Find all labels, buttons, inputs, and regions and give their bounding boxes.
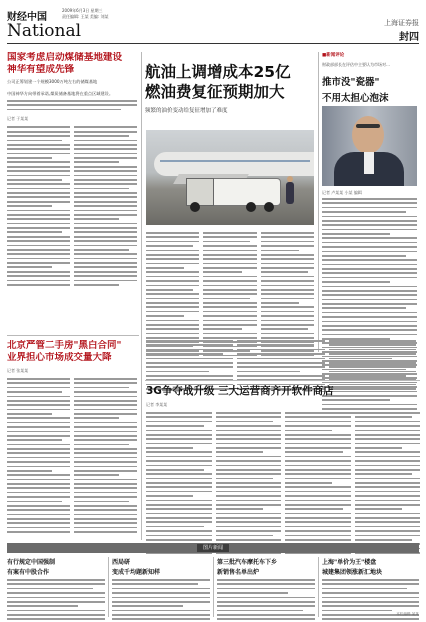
bottom-article-3 bbox=[217, 557, 315, 617]
lead-article bbox=[7, 52, 137, 317]
sidebar-headline-2: 不用太担心泡沫 bbox=[322, 93, 389, 104]
center-continuation bbox=[146, 340, 416, 390]
lead-headline-2: 神华有望成先锋 bbox=[7, 64, 75, 75]
bottom-3-headline-1: 第三批汽车摩托车下乡 bbox=[217, 559, 278, 566]
bottom-2-headline-1: 西局研 bbox=[112, 559, 131, 566]
lead-byline: 记者 于某某 bbox=[7, 116, 29, 122]
lead-headline-1: 国家考虑启动煤储基地建设 bbox=[7, 52, 123, 63]
sidebar-byline: 记者 卢某某 小某 编辑 bbox=[322, 190, 362, 195]
date-line: 2009年6月3日 星期三 bbox=[62, 8, 103, 13]
bottom-1-headline-1: 有行规定中国强制 bbox=[7, 559, 56, 566]
sidebar-badge: ■新闻评论 bbox=[322, 53, 345, 58]
photo-article-deck: 频繁的油价变动给复征增加了难度 bbox=[145, 108, 228, 114]
article-4-byline: 记者 李某某 bbox=[146, 402, 168, 407]
photo-article-headline-2: 燃油费复征预期加大 bbox=[145, 83, 285, 101]
portrait-photo bbox=[322, 106, 417, 186]
bottom-4-headline-1: 上海"单价为王"楼盘 bbox=[322, 559, 377, 566]
lead-intro: 中国神华方向带着承诺,煤炭储备基地将在重点区域建设。 bbox=[7, 91, 114, 96]
bottom-article-2 bbox=[112, 557, 210, 617]
article-3-headline-1: 北京严管二手房"黑白合同" bbox=[7, 340, 122, 351]
article-3-byline: 记者 张某某 bbox=[7, 368, 29, 373]
lead-deck: 公司正筹划建一个规模3000万吨左右的储煤基地 bbox=[7, 79, 98, 84]
photo-article bbox=[145, 52, 315, 132]
sidebar-headline-1: 推市没"瓷器" bbox=[322, 77, 380, 88]
paper-name: 上海证券报 bbox=[384, 19, 419, 27]
masthead bbox=[7, 6, 419, 44]
bottom-article-4 bbox=[322, 557, 419, 617]
sidebar-article bbox=[322, 52, 420, 342]
editor-line: 责任编辑: 王某 美编: 刘某 bbox=[62, 14, 109, 19]
bottom-article-1 bbox=[7, 557, 105, 617]
page-number: 封四 bbox=[399, 32, 419, 43]
airport-refuel-photo bbox=[146, 130, 314, 225]
lead-body-col-2 bbox=[74, 126, 137, 285]
bottom-1-headline-2: 有案有中股合作 bbox=[7, 569, 50, 576]
article-3-headline-2: 业界担心市场成交量大降 bbox=[7, 352, 112, 363]
photo-article-body bbox=[146, 232, 314, 356]
bottom-2-headline-2: 变成千均题新知样 bbox=[112, 569, 161, 576]
lead-intro-text bbox=[7, 100, 137, 110]
section-title-cn: 财经中国 bbox=[7, 12, 47, 23]
section-title-en: National bbox=[7, 21, 82, 41]
bottom-3-headline-2: 新销售名单出炉 bbox=[217, 569, 260, 576]
article-beijing-housing bbox=[7, 340, 137, 540]
photo-news-bar bbox=[7, 543, 419, 553]
footer-label: 本栏编辑 某某 bbox=[396, 612, 419, 616]
article-4-headline: 3G争夺战升级 三大运营商齐开软件商店 bbox=[146, 385, 334, 397]
sidebar-intro: 财政部部长在评估中主要认为市场对… bbox=[322, 62, 390, 67]
lead-body-col-1 bbox=[7, 126, 70, 285]
photo-article-headline-1: 航油上调增成本25亿 bbox=[145, 63, 291, 81]
photo-news-label: 图片新闻 bbox=[197, 544, 229, 552]
article-3g bbox=[146, 384, 420, 539]
bottom-4-headline-2: 城建集团领涨新汇地块 bbox=[322, 569, 383, 576]
